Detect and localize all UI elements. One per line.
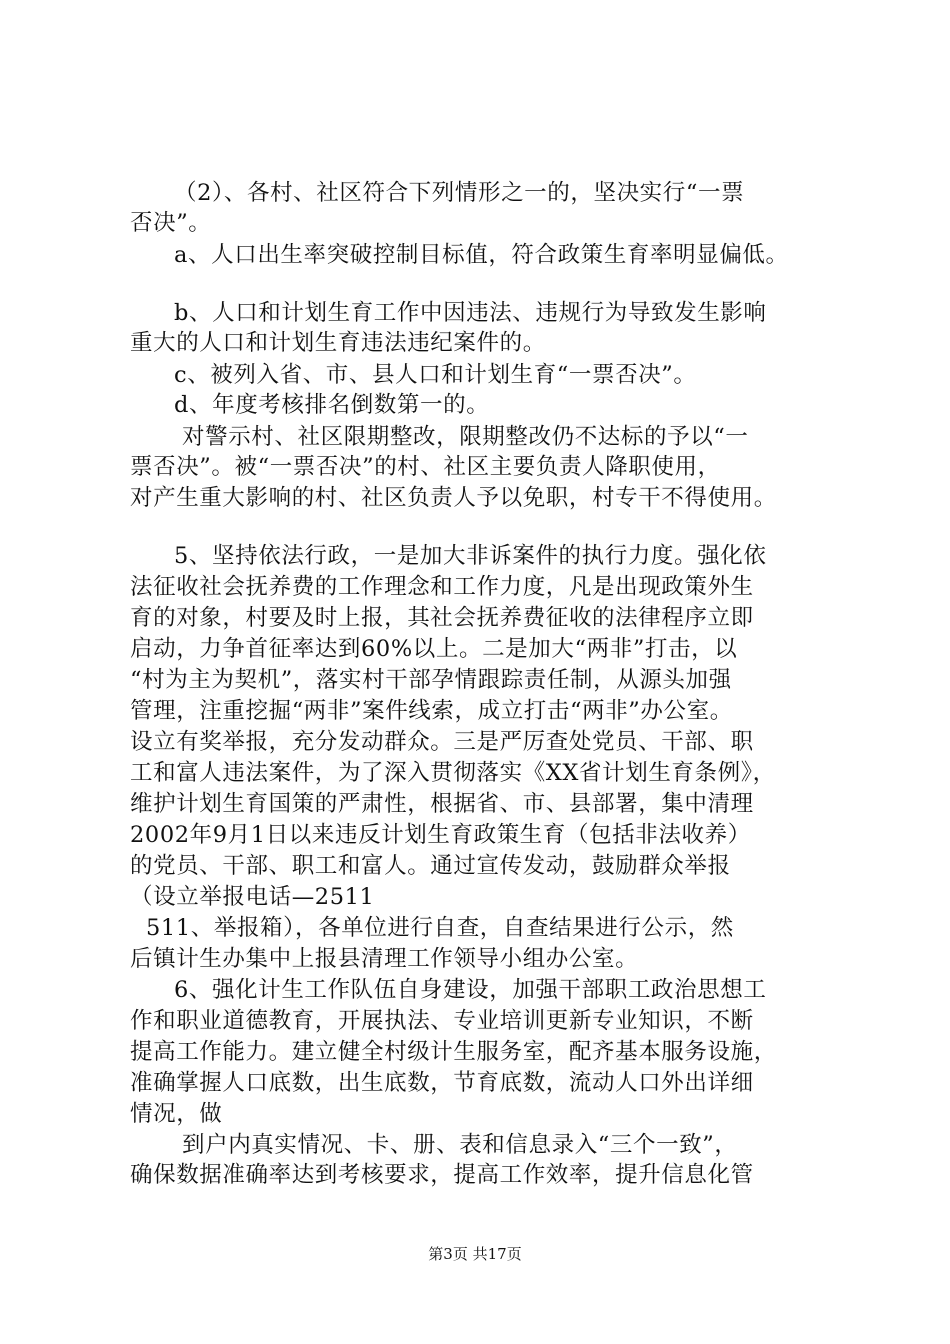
text-line: b、人口和计划生育工作中因违法、违规行为导致发生影响 bbox=[174, 300, 767, 326]
text-line: 6、强化计生工作队伍自身建设，加强干部职工政治思想工 bbox=[174, 977, 767, 1003]
text-line: 对警示村、社区限期整改，限期整改仍不达标的予以“一 bbox=[182, 424, 749, 450]
text-line: 管理，注重挖掘“两非”案件线索，成立打击“两非”办公室。 bbox=[130, 698, 733, 724]
text-line: 票否决”。被“一票否决”的村、社区主要负责人降职使用， bbox=[130, 454, 721, 480]
text-line: 511、举报箱），各单位进行自查，自查结果进行公示，然 bbox=[146, 915, 734, 941]
text-line: 确保数据准确率达到考核要求，提高工作效率，提升信息化管 bbox=[130, 1162, 754, 1188]
text-line: 法征收社会抚养费的工作理念和工作力度，凡是出现政策外生 bbox=[130, 574, 754, 600]
text-line: 提高工作能力。建立健全村级计生服务室，配齐基本服务设施， bbox=[130, 1039, 777, 1065]
text-line: 5、坚持依法行政，一是加大非诉案件的执行力度。强化依 bbox=[174, 543, 767, 569]
text-line: 后镇计生办集中上报县清理工作领导小组办公室。 bbox=[130, 946, 639, 972]
text-line: c、被列入省、市、县人口和计划生育“一票否决”。 bbox=[174, 362, 697, 388]
text-line: （设立举报电话—2511 bbox=[130, 884, 375, 910]
text-line: d、年度考核排名倒数第一的。 bbox=[174, 392, 490, 418]
page-number-footer: 第3页 共17页 bbox=[428, 1245, 522, 1263]
text-line: a、人口出生率突破控制目标值，符合政策生育率明显偏低。 bbox=[174, 242, 789, 268]
text-line: 工和富人违法案件，为了深入贯彻落实《XX省计划生育条例》， bbox=[130, 760, 776, 786]
text-line: 启动，力争首征率达到60%以上。二是加大“两非”打击，以 bbox=[130, 636, 738, 662]
text-line: （2）、各村、社区符合下列情形之一的，坚决实行“一票 bbox=[174, 180, 745, 206]
text-line: 准确掌握人口底数，出生底数，节育底数，流动人口外出详细 bbox=[130, 1070, 754, 1096]
text-line: 设立有奖举报，充分发动群众。三是严厉查处党员、干部、职 bbox=[130, 729, 754, 755]
text-line: 到户内真实情况、卡、册、表和信息录入“三个一致”， bbox=[182, 1132, 738, 1158]
text-line: 对产生重大影响的村、社区负责人予以免职，村专干不得使用。 bbox=[130, 485, 777, 511]
text-line: 作和职业道德教育，开展执法、专业培训更新专业知识，不断 bbox=[130, 1008, 754, 1034]
text-line: 否决”。 bbox=[130, 210, 212, 236]
text-line: 重大的人口和计划生育违法违纪案件的。 bbox=[130, 330, 546, 356]
text-line: 情况，做 bbox=[130, 1101, 223, 1127]
text-line: 的党员、干部、职工和富人。通过宣传发动，鼓励群众举报 bbox=[130, 853, 731, 879]
text-line: “村为主为契机”，落实村干部孕情跟踪责任制，从源头加强 bbox=[130, 667, 732, 693]
text-line: 育的对象，村要及时上报，其社会抚养费征收的法律程序立即 bbox=[130, 605, 754, 631]
text-line: 维护计划生育国策的严肃性，根据省、市、县部署，集中清理 bbox=[130, 791, 754, 817]
text-line: 2002年9月1日以来违反计划生育政策生育（包括非法收养） bbox=[130, 822, 751, 848]
